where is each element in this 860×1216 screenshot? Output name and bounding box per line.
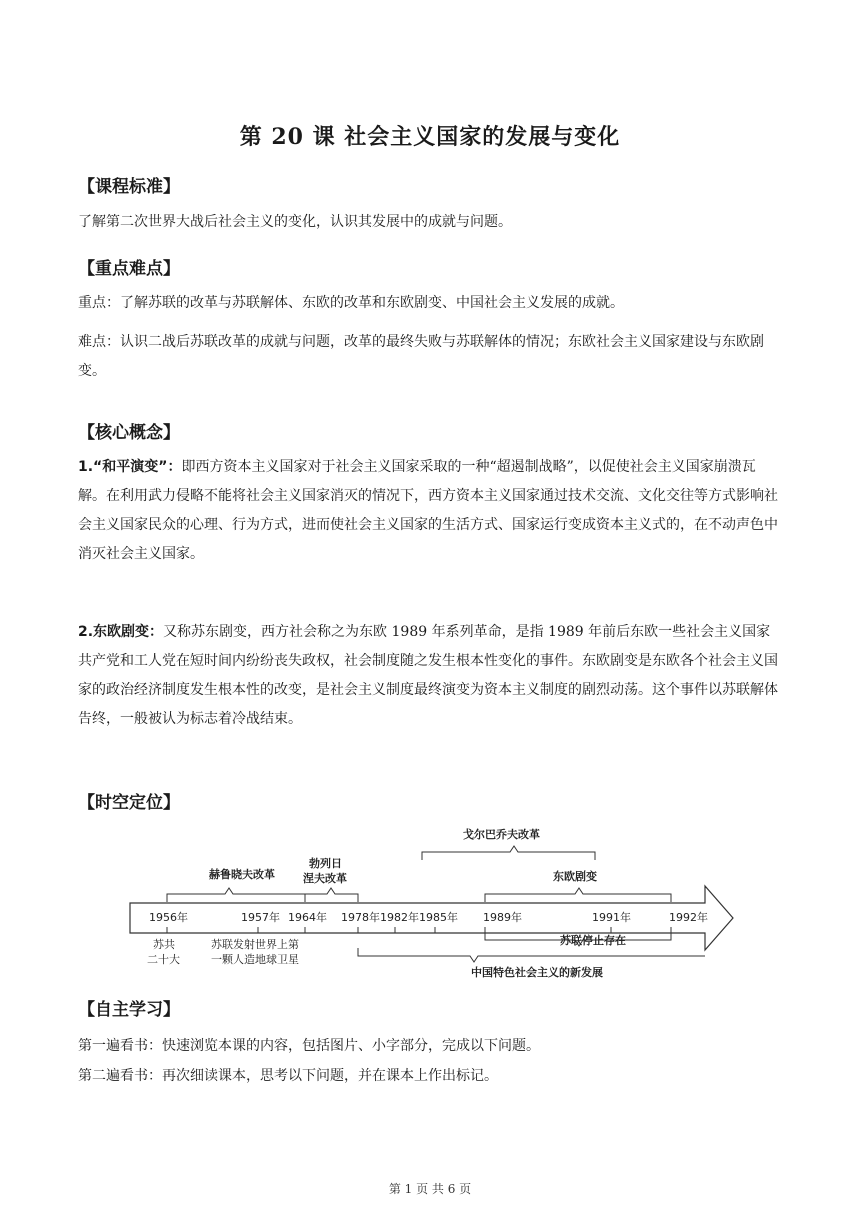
label-congress-1: 苏共: [153, 938, 175, 951]
section-heading-self-study: 【自主学习】: [78, 1000, 180, 1020]
year-label: 1989年: [483, 911, 522, 924]
concept-term: 2.东欧剧变：: [78, 624, 164, 640]
concept-term: 1.“和平演变”：: [78, 459, 182, 475]
self-study-line-2: 第二遍看书：再次细读课本，思考以下问题，并在课本上作出标记。: [78, 1068, 498, 1084]
label-khrushchev: 赫鲁晓夫改革: [209, 868, 275, 881]
concept-peaceful-evolution: [78, 453, 783, 569]
brace-east-europe: [485, 888, 671, 902]
brace-khrushchev: [167, 888, 305, 902]
label-east-europe: 东欧剧变: [553, 870, 597, 883]
section-heading-concepts: 【核心概念】: [78, 423, 180, 443]
difficulty-text: 难点：认识二战后苏联改革的成就与问题，改革的最终失败与苏联解体的情况；东欧社会主义国家建设与东欧剧变。: [78, 334, 764, 379]
year-label: 1992年: [669, 911, 708, 924]
section-heading-standard: 【课程标准】: [78, 177, 180, 197]
label-brezhnev-1: 勃列日: [309, 857, 342, 870]
label-china: 中国特色社会主义的新发展: [471, 966, 603, 979]
label-satellite-2: 一颗人造地球卫星: [211, 953, 299, 966]
year-label: 1982年: [380, 911, 419, 924]
timeline-diagram: [125, 820, 745, 985]
label-congress-2: 二十大: [147, 953, 180, 966]
brace-gorbachev: [422, 846, 595, 860]
label-satellite-1: 苏联发射世界上第: [211, 938, 299, 951]
year-label: 1991年: [592, 911, 631, 924]
label-ussr-end: 苏联停止存在: [560, 934, 626, 947]
year-label: 1985年: [419, 911, 458, 924]
brace-brezhnev: [305, 888, 358, 902]
concept-text: 即西方资本主义国家对于社会主义国家采取的一种“超遏制战略”，以促使社会主义国家崩溃瓦解。在利用武力侵略不能将社会主义国家消灭的情况下，西方资本主义国家通过技术交流、文化交往等方式影响社会主义国家民众的心理、行为方式，进而使社会主义国家的生活方式、国家运行变成资本主义式的，在不动声色中消灭社会主义国家。: [78, 459, 778, 562]
label-brezhnev-2: 涅夫改革: [303, 872, 347, 885]
year-label: 1957年: [241, 911, 280, 924]
concept-east-europe: [78, 618, 783, 734]
year-label: 1964年: [288, 911, 327, 924]
page-footer: 第 1 页 共 6 页: [388, 1182, 472, 1196]
year-label: 1978年: [341, 911, 380, 924]
standard-text: 了解第二次世界大战后社会主义的变化，认识其发展中的成就与问题。: [78, 214, 512, 230]
concept-text: 又称苏东剧变，西方社会称之为东欧 1989 年系列革命，是指 1989 年前后东欧一些社会主义国家共产党和工人党在短时间内纷纷丧失政权，社会制度随之发生根本性变化的事件。东欧剧变是东欧各个社会主义国家的政治经济制度发生根本性的改变，是社会主义制度最终演变为资本主义制度的剧烈动荡。这个事件以苏联解体告终，一般被认为标志着冷战结束。: [78, 624, 778, 727]
page-title: 第 20 课 社会主义国家的发展与变化: [239, 124, 621, 150]
label-gorbachev: 戈尔巴乔夫改革: [463, 828, 540, 841]
year-label: 1956年: [149, 911, 188, 924]
section-heading-timeline: 【时空定位】: [78, 793, 180, 813]
self-study-line-1: 第一遍看书：快速浏览本课的内容，包括图片、小字部分，完成以下问题。: [78, 1038, 540, 1054]
focus-text: 重点：了解苏联的改革与苏联解体、东欧的改革和东欧剧变、中国社会主义发展的成就。: [78, 295, 624, 311]
section-heading-key-points: 【重点难点】: [78, 259, 180, 279]
brace-china: [358, 948, 705, 962]
